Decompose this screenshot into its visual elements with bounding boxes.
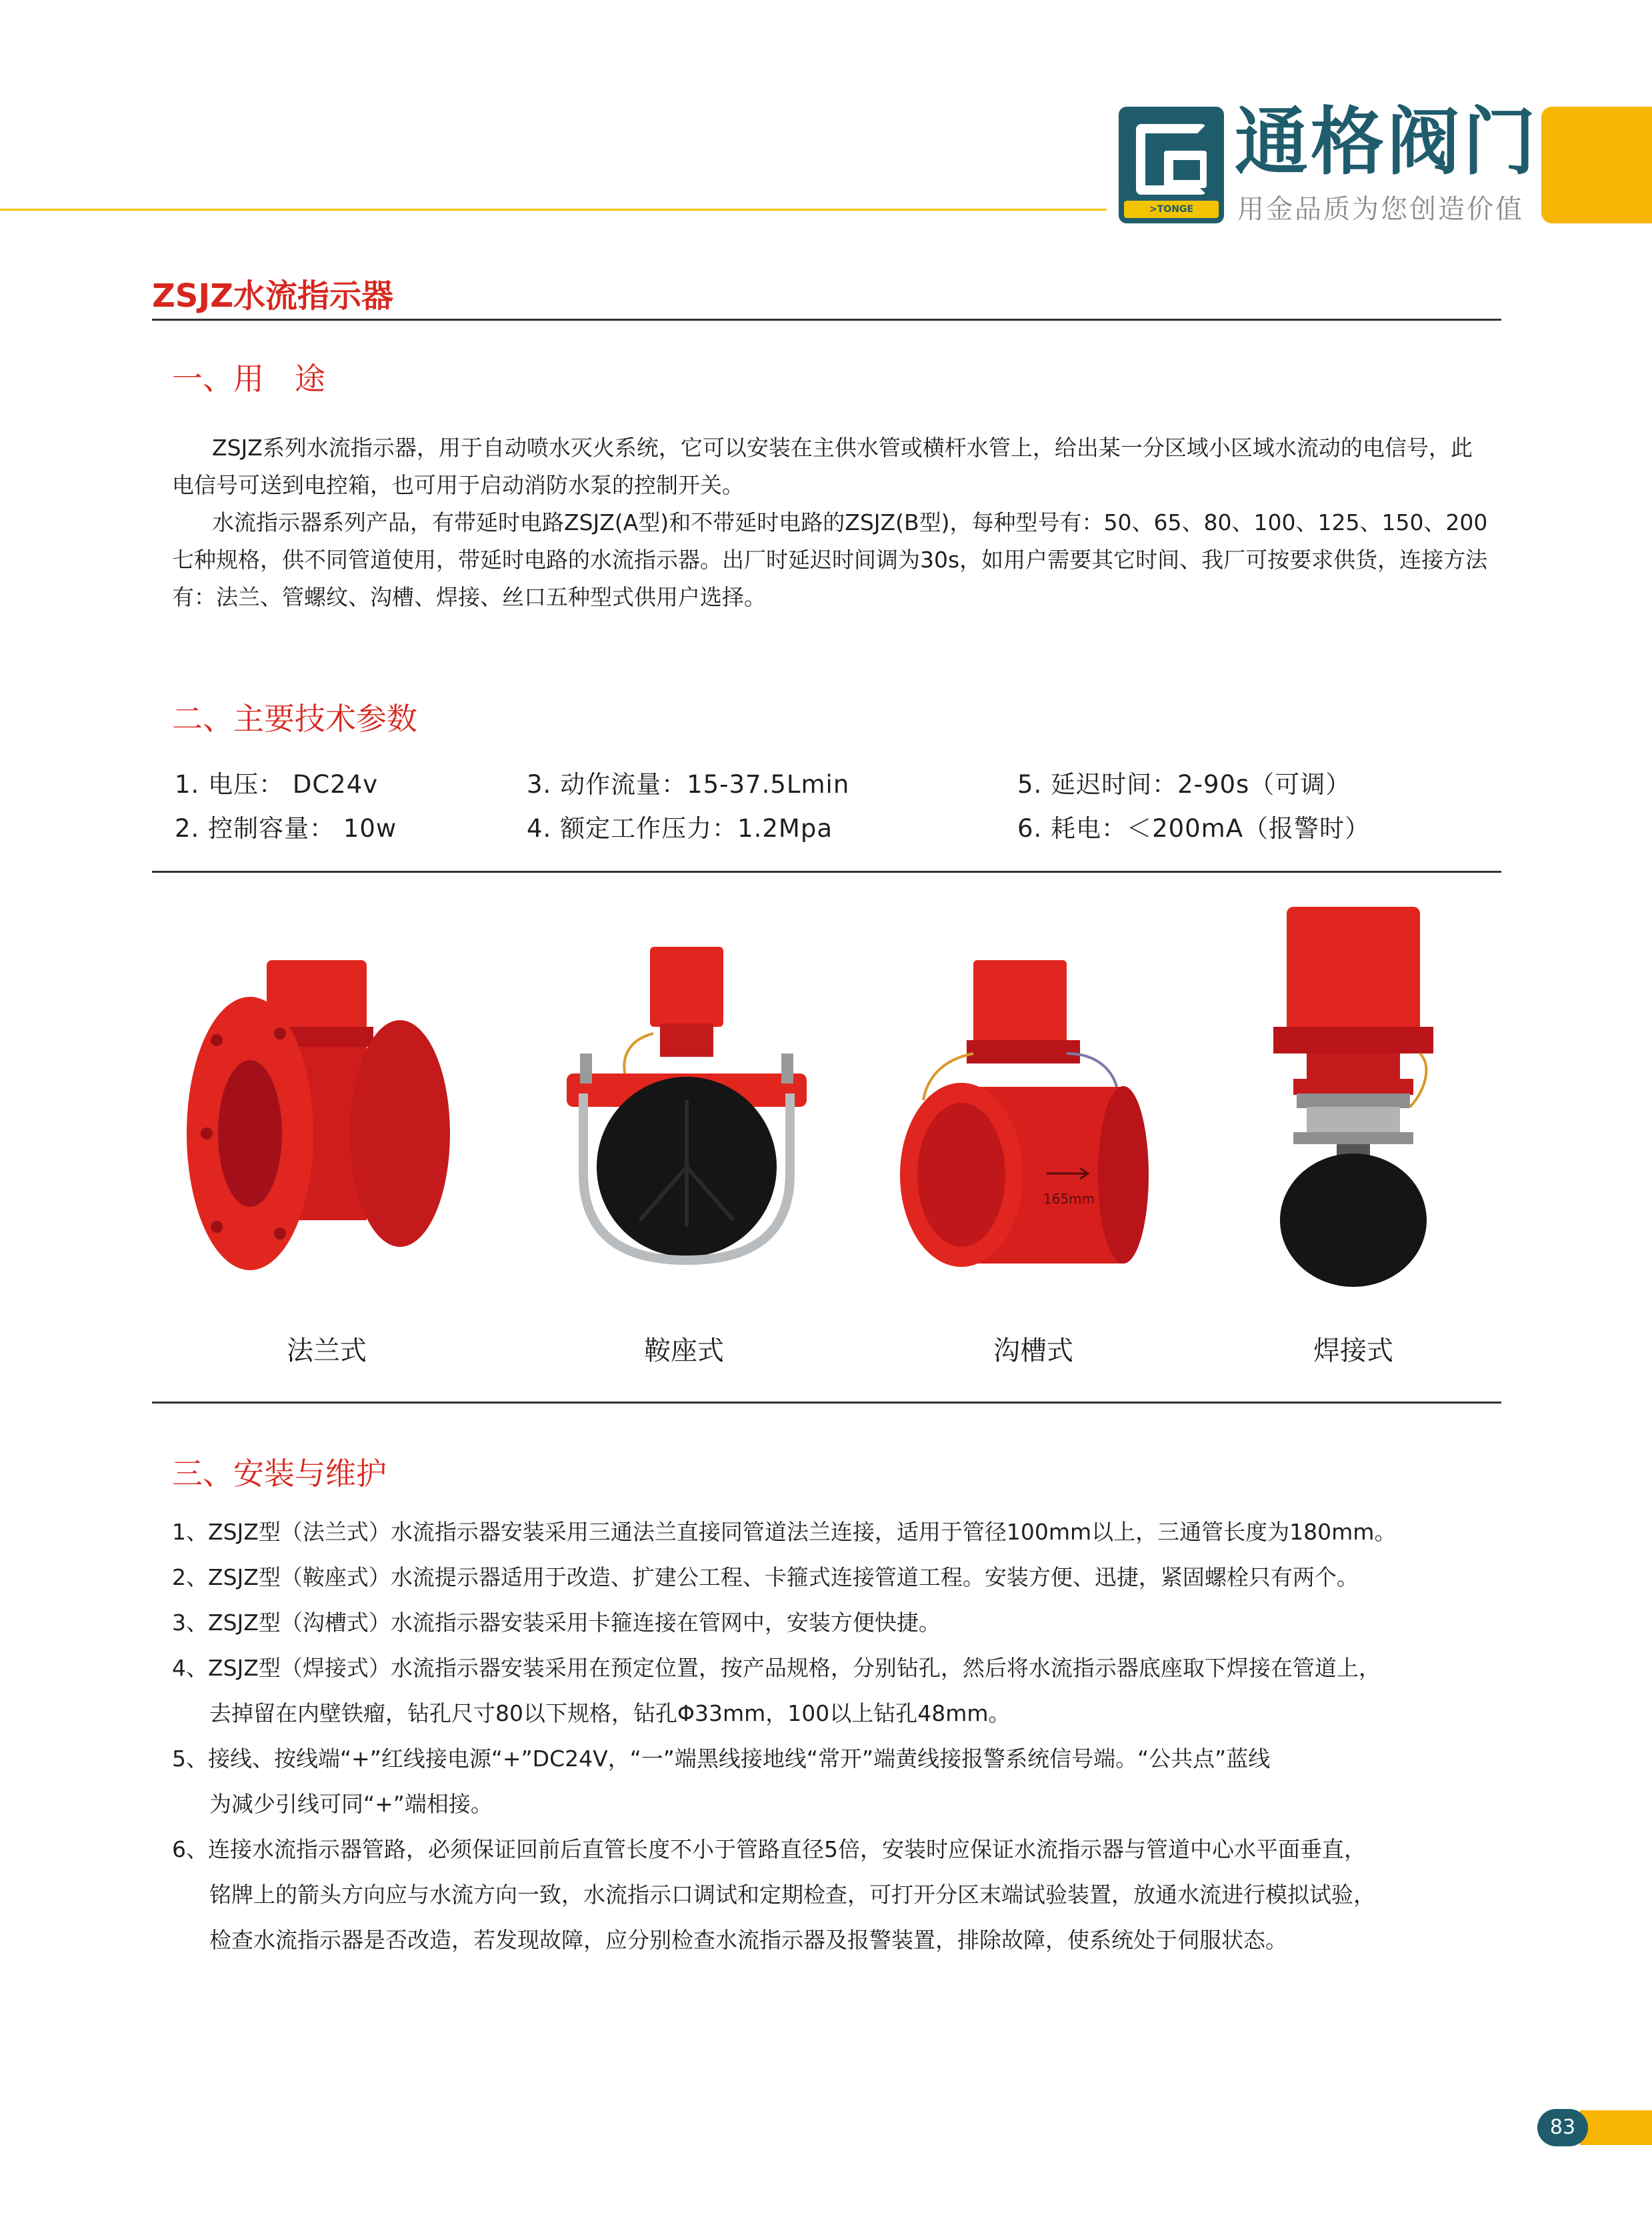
- list-item: 3、ZSJZ型（沟槽式）水流指示器安装采用卡箍连接在管网中，安装方便快捷。: [172, 1610, 941, 1636]
- list-item: 2、ZSJZ型（鞍座式）水流提示器适用于改造、扩建公工程、卡箍式连接管道工程。安装方便、迅捷，紧固螺栓只有两个。: [172, 1564, 1359, 1590]
- page-number-bar: [1580, 2110, 1652, 2145]
- spec-power: 6. 耗电：＜200mA（报警时）: [1017, 814, 1371, 843]
- usage-paragraph: ZSJZ系列水流指示器，用于自动喷水灭火系统，它可以安装在主供水管或横杆水管上，给出某一分区域小区域水流动的电信号，此电信号可送到电控箱，也可用于启动消防水泵的控制开关。: [172, 435, 1473, 498]
- spec-voltage: 1. 电压： DC24v: [175, 770, 379, 799]
- list-item: 6、连接水流指示器管路，必须保证回前后直管长度不小于管路直径5倍，安装时应保证水流指示器与管道中心水平面垂直， 铭牌上的箭头方向应与水流方向一致，水流指示口调试和定期检查，可打开分区末端试验装置，放通水流进行模拟试验， 检查水流指示器是否改造，若发现故障，应分别检查水流指示器及报警装置，排除故障，使系统处于伺服状态。: [172, 1836, 1375, 1953]
- usage-paragraph: 水流指示器系列产品，有带延时电路ZSJZ(A型)和不带延时电路的ZSJZ(B型)，每种型号有：50、65、80、100、125、150、200七种规格，供不同管道使用，带延时电路的水流指示器。出厂时延迟时间调为30s，如用户需要其它时间、我厂可按要求供货，连接方法有：法兰、管螺纹、沟槽、焊接、丝口五种型式供用户选择。: [172, 509, 1488, 610]
- page-title: ZSJZ水流指示器: [152, 277, 394, 315]
- spec-capacity: 2. 控制容量： 10w: [175, 814, 397, 843]
- groove-type-image: [900, 953, 1153, 1280]
- brand-slogan: 用金品质为您创造价值: [1237, 194, 1524, 225]
- section-heading-usage: 一、用 途: [172, 361, 325, 397]
- list-item: 5、接线、按线端“+”红线接电源“+”DC24V，“一”端黑线接地线“常开”端黄线接报警系统信号端。“公共点”蓝线 为减少引线可同“+”端相接。: [172, 1746, 1271, 1817]
- products-divider: [152, 1402, 1501, 1404]
- section-heading-installation: 三、安装与维护: [172, 1456, 387, 1492]
- list-item: 4、ZSJZ型（焊接式）水流指示器安装采用在预定位置，按产品规格，分别钻孔，然后将水流指示器底座取下焊接在管道上， 去掉留在内壁铁瘤，钻孔尺寸80以下规格，钻孔Φ33mm，100以上钻孔48mm。: [172, 1655, 1381, 1726]
- header-accent-line: [0, 209, 1107, 211]
- title-divider: [152, 319, 1501, 321]
- brand-logo-icon: [1119, 107, 1224, 223]
- saddle-type-image: [553, 947, 820, 1294]
- list-item: 1、ZSJZ型（法兰式）水流指示器安装采用三通法兰直接同管道法兰连接，适用于管径100mm以上，三通管长度为180mm。: [172, 1519, 1397, 1545]
- specs-divider: [152, 871, 1501, 873]
- spec-delay: 5. 延迟时间：2-90s（可调）: [1017, 770, 1351, 799]
- weld-type-image: [1267, 907, 1440, 1287]
- product-label-saddle: 鞍座式: [644, 1336, 724, 1366]
- usage-text: [172, 429, 1492, 616]
- section-heading-specs: 二、主要技术参数: [172, 701, 417, 737]
- spec-pressure: 4. 额定工作压力：1.2Mpa: [527, 814, 833, 843]
- brand-name: 通格阀门: [1235, 99, 1539, 185]
- product-label-groove: 沟槽式: [993, 1336, 1073, 1366]
- installation-list: [172, 1510, 1492, 1963]
- header-yellow-tab: [1541, 107, 1652, 223]
- flange-type-image: [187, 953, 480, 1314]
- logo-tag: >TONGE: [1124, 201, 1219, 218]
- page-number: 83: [1537, 2109, 1588, 2146]
- product-label-flange: 法兰式: [287, 1336, 367, 1366]
- spec-flow: 3. 动作流量：15-37.5Lmin: [527, 770, 850, 799]
- product-label-weld: 焊接式: [1313, 1336, 1393, 1366]
- groove-marking: 165mm: [1043, 1191, 1095, 1207]
